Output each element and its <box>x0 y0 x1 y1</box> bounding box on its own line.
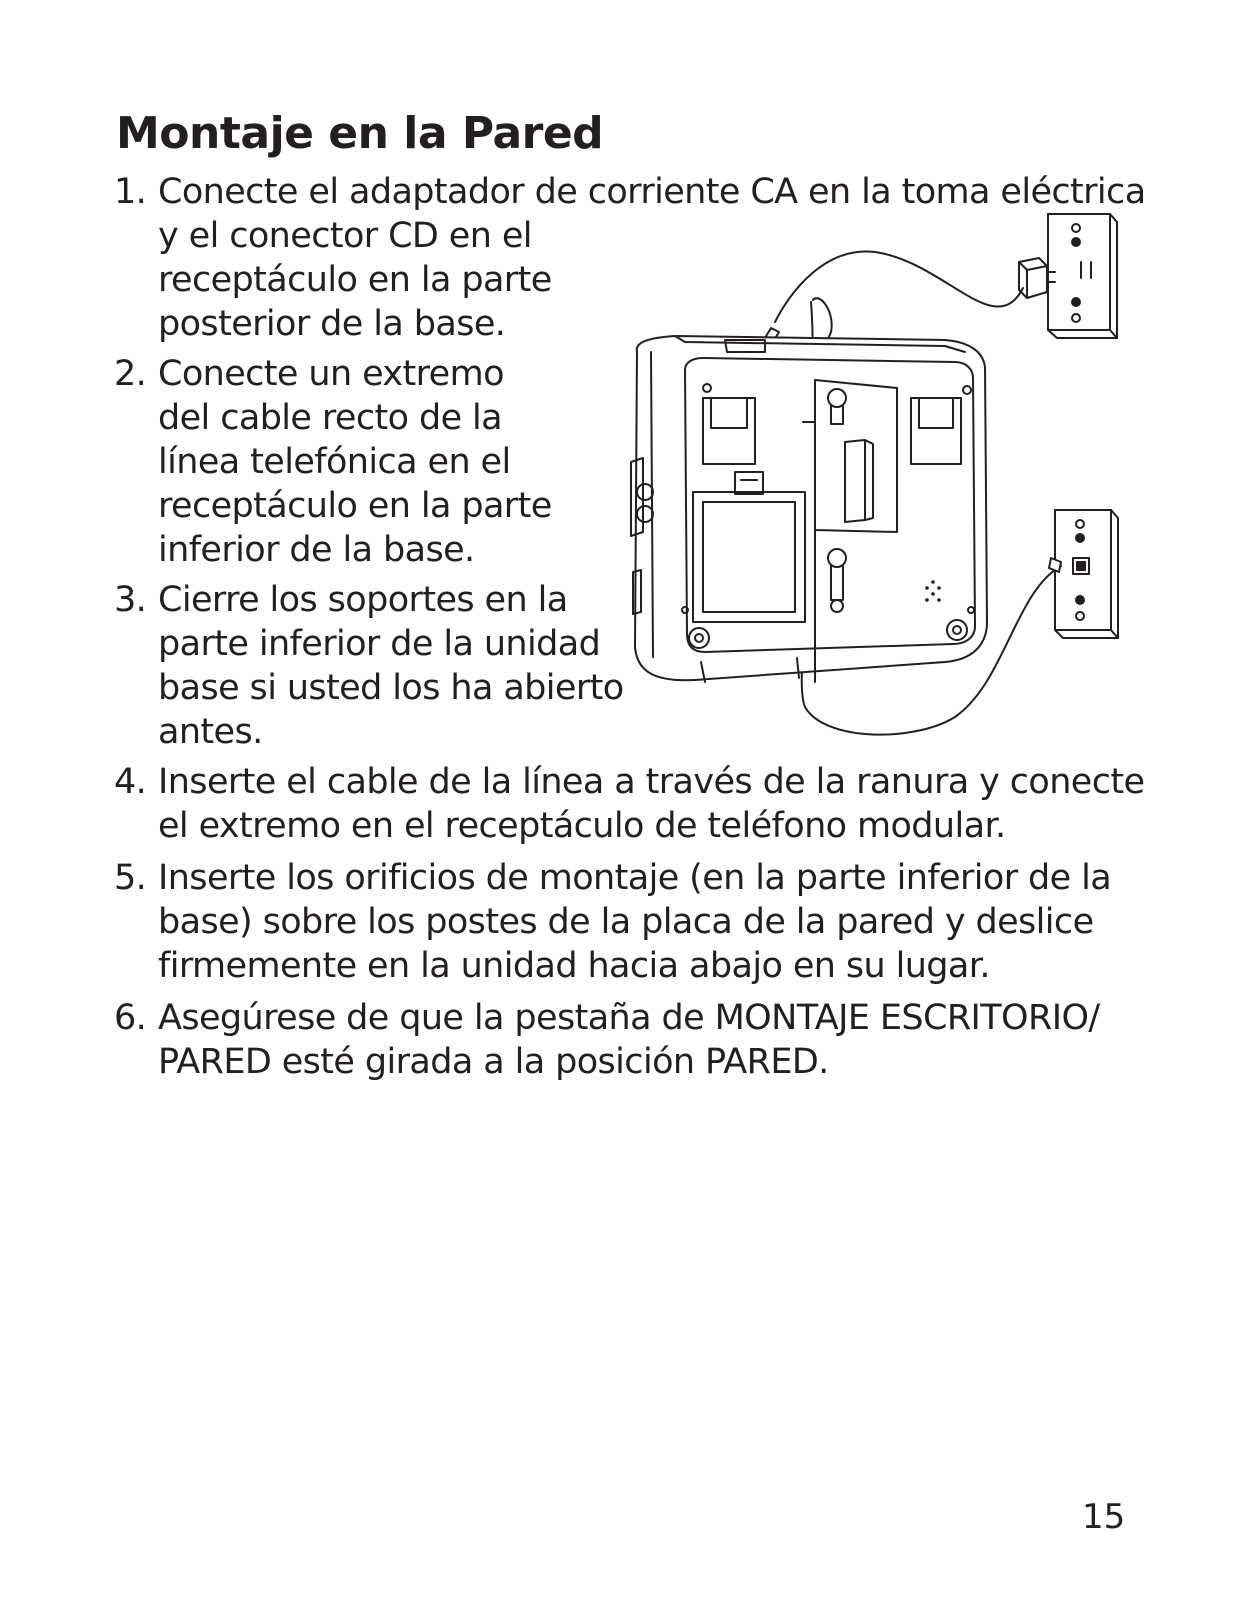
step-text <box>158 352 552 572</box>
step-line: el extremo en el receptáculo de teléfono modular. <box>158 806 1006 846</box>
step-number: 3. <box>114 580 147 620</box>
electrical-outlet-icon <box>1048 214 1117 338</box>
step-line: del cable recto de la <box>158 398 502 438</box>
step-line: Cierre los soportes en la <box>158 580 568 620</box>
step-line: parte inferior de la unidad <box>158 624 601 664</box>
step-line: Inserte los orificios de montaje (en la parte inferior de la <box>158 858 1112 898</box>
step-line: base si usted los ha abierto <box>158 668 624 708</box>
step-line: receptáculo en la parte <box>158 260 552 300</box>
step-line: Asegúrese de que la pestaña de MONTAJE ESCRITORIO/ <box>158 998 1100 1038</box>
step-line: Inserte el cable de la línea a través de la ranura y conecte <box>158 762 1145 802</box>
step-text <box>158 856 1111 988</box>
step-line: Conecte el adaptador de corriente CA en la toma eléctrica <box>158 172 1146 212</box>
wall-mount-illustration <box>615 202 1155 740</box>
step-number: 4. <box>114 762 147 802</box>
step-number: 2. <box>114 354 147 394</box>
step-number: 6. <box>114 998 147 1038</box>
step-line: posterior de la base. <box>158 304 506 344</box>
page-title: Montaje en la Pared <box>116 108 604 159</box>
step-line: línea telefónica en el <box>158 442 511 482</box>
step-text <box>158 996 1100 1084</box>
page-number: 15 <box>1082 1497 1126 1537</box>
step-line: base) sobre los postes de la placa de la pared y deslice <box>158 902 1094 942</box>
step-line: antes. <box>158 712 263 752</box>
step-text <box>158 578 624 754</box>
phone-jack-icon <box>1055 510 1118 638</box>
phone-base-unit <box>631 336 987 682</box>
step-line: Conecte un extremo <box>158 354 504 394</box>
step-number: 1. <box>114 172 147 212</box>
step-text <box>158 760 1144 848</box>
step-line: y el conector CD en el <box>158 216 532 256</box>
step-line: inferior de la base. <box>158 530 475 570</box>
step-line: firmemente en la unidad hacia abajo en su lugar. <box>158 946 990 986</box>
step-line: PARED esté girada a la posición PARED. <box>158 1042 829 1082</box>
step-line: receptáculo en la parte <box>158 486 552 526</box>
step-number: 5. <box>114 858 147 898</box>
